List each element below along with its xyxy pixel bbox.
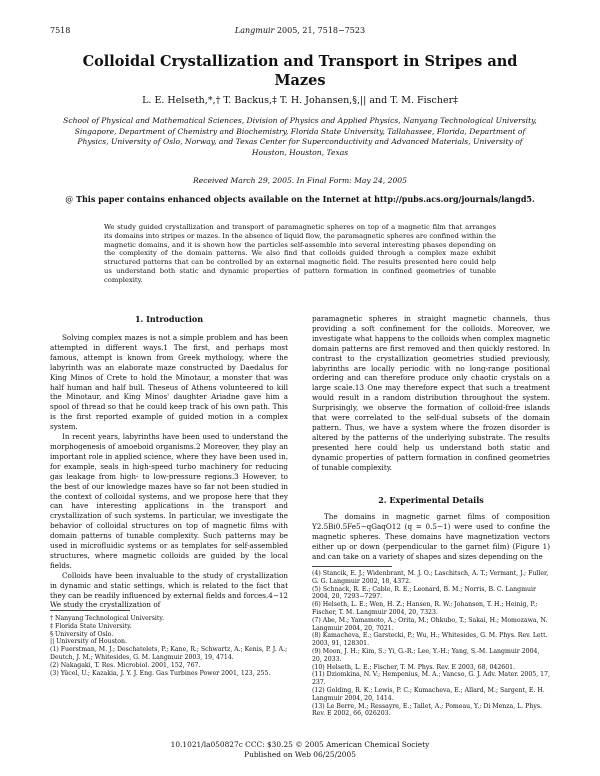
reference: (5) Schnack, R. E.; Cable, R. E.; Leonard, B. M.; Norris, B. C. Langmuir 2004, 20, 7293−7297. bbox=[312, 585, 536, 601]
enhanced-objects-note bbox=[60, 194, 540, 205]
reference: (10) Helseth, L. E.; Fischer, T. M. Phys. Rev. E 2003, 68, 042601. bbox=[312, 663, 516, 671]
journal-name: Langmuir bbox=[234, 26, 275, 35]
received-dates: Received March 29, 2005. In Final Form: May 24, 2005 bbox=[193, 176, 407, 185]
authors: L. E. Helseth,*,† T. Backus,‡ T. H. Johansen,§,|| and T. M. Fischer‡ bbox=[142, 95, 458, 106]
continued-paragraph: paramagnetic spheres in straight magnetic channels, thus providing a soft confinement for the colloids. Moreover, we investigate what happens to the colloids when complex magnetic domain patterns are first removed and then quickly restored. In contrast to the crystallization geometries studied previously, labyrinths are locally periodic with no long-range positional ordering and can therefore produce only chaotic crystals on a large scale.13 One may therefore expect that such a treatment would result in a random distribution throughout the system. Surprisingly, we observe the formation of colloid-free islands that were correlated to the self-dual subsets of the domain pattern. Thus, we have a system where the frozen disorder is altered by the patterns of the underlying substrate. The results presented here could help us understand both static and dynamic properties of pattern formation in confined geometries of tunable complexity. bbox=[312, 314, 550, 472]
intro-paragraph: Solving complex mazes is not a simple problem and has been attempted in different ways.1 The first, and perhaps most famous, attempt is known from Greek mythology, where the labyrinth was an elaborate maze constructed by Daedalus for King Minos of Crete to hold the Minotaur, a monster that was half human and half bull. Theseus of Athens volunteered to kill the Minotaur, and King Minos' daughter Ariadne gave him a spool of thread so that he could keep track of his own path. This is the first reported example of guided motion in a complex system. bbox=[50, 333, 288, 432]
reference: (13) Le Berre, M.; Ressayre, E.; Tallet, A.; Pomeau, Y.; Di Menza, L. Phys. Rev. E 2002, 66, 026203. bbox=[312, 702, 542, 718]
article-title: Colloidal Crystallization and Transport in Stripes and Mazes bbox=[82, 53, 518, 89]
enhanced-text: This paper contains enhanced objects available on the Internet at http://pubs.acs.org/journals/langd5. bbox=[76, 194, 535, 204]
reference: (9) Moon, J. H.; Kim, S.; Yi, G.-R.; Lee, Y.-H.; Yang, S.-M. Langmuir 2004, 20, 2033. bbox=[312, 647, 540, 663]
abstract: We study guided crystallization and transport of paramagnetic spheres on top of a magnetic film that arranges its domains into stripes or mazes. In the absence of liquid flow, the paramagnetic spheres are confined within the magnetic domains, and it is shown how the particles self-assemble into several interesting phases depending on the complexity of the domain patterns. We also find that colloids guided through a complex maze exhibit structured patterns that can be controlled by an external magnetic field. The results presented here could help us understand both static and dynamic properties of pattern formation in confined geometries of tunable complexity. bbox=[104, 223, 497, 284]
reference: (12) Golding, R. K.; Lewis, P. C.; Kumacheva, E.; Allard, M.; Sargent, E. H. Langmuir 2004, 20, 1414. bbox=[312, 686, 545, 702]
footnote-rule bbox=[50, 610, 130, 611]
reference: (7) Abe, M.; Yamamoto, A.; Orita, M.; Ohkubo, T.; Sakai, H.; Momozawa, N. Langmuir 2004, 20, 7021. bbox=[312, 616, 548, 632]
experimental-paragraph: The domains in magnetic garnet films of composition Y2.5Bi0.5Fe5−qGaqO12 (q = 0.5−1) were used to confine the magnetic spheres. These domains have magnetization vectors either up or down (perpendicular to the garnet film) (Figure 1) and can take on a variety of shapes and sizes depending on the bbox=[312, 512, 550, 561]
running-header bbox=[0, 26, 600, 35]
affiliations: School of Physical and Mathematical Sciences, Division of Physics and Applied Physics, Nanyang Technological University, Singapore, Department of Chemistry and Biochemistry, Florida State University, Tallahassee, Florida, Department of Physics, University of Oslo, Norway, and Texas Center for Superconductivity and Advanced Materials, University of Houston, Houston, Texas bbox=[63, 116, 537, 157]
published-date: Published on Web 06/25/2005 bbox=[244, 750, 356, 759]
footnote: || University of Houston. bbox=[50, 638, 127, 646]
reference: (4) Stancik, E. J.; Widenbrant, M. J. O.; Laschitsch, A. T.; Vermant, J.; Fuller, G. G. Langmuir 2002, 18, 4372. bbox=[312, 570, 549, 585]
intro-heading: 1. Introduction bbox=[134, 314, 204, 324]
doi-line: 10.1021/la050827c CCC: $30.25 © 2005 American Chemical Society bbox=[170, 740, 430, 749]
experimental-body bbox=[312, 512, 550, 562]
left-column-body bbox=[50, 333, 288, 610]
reference: (6) Helseth, L. E.; Wen, H. Z.; Hansen, R. W.; Johansen, T. H.; Heinig, P.; Fischer, T. M. Langmuir 2004, 20, 7323. bbox=[312, 601, 538, 616]
footnote: † Nanyang Technological University. bbox=[50, 615, 165, 622]
citation: 2005, 21, 7518−7523 bbox=[276, 26, 366, 35]
reference: (11) Dziomkina, N. V.; Hempenius, M. A.; Vancso, G. J. Adv. Mater. 2005, 17, 237. bbox=[312, 671, 550, 687]
reference: (3) Yücel, U.; Kazakia, J. Y. J. Eng. Gas Turbines Power 2001, 123, 255. bbox=[50, 669, 271, 677]
references bbox=[312, 570, 550, 718]
reference: (1) Fuerstman, M. J.; Deschatelets, P.; Kane, R.; Schwartz, A.; Kenis, P. J. A.; Deutch, J. M.; Whitesides, G. M. Langmuir 2003, 19, 4714. bbox=[50, 646, 288, 661]
right-column-body bbox=[312, 314, 550, 473]
footnotes bbox=[50, 615, 288, 677]
reference: (8) Kamacheva, E.; Garstecki, P.; Wu, H.; Whitesides, G. M. Phys. Rev. Lett. 2003, 91, 128301. bbox=[312, 632, 548, 648]
footnote: § University of Oslo. bbox=[50, 630, 114, 638]
references-rule bbox=[312, 566, 392, 567]
reference: (2) Nakagaki, T. Res. Microbiol. 2001, 152, 767. bbox=[50, 661, 201, 669]
intro-paragraph: Colloids have been invaluable to the study of crystallization in dynamic and static settings, which is related to the fact that they can be readily influenced by external fields and forces.4−12 We study the crystallization of bbox=[50, 570, 288, 610]
web-icon: @ bbox=[65, 195, 74, 204]
experimental-heading: 2. Experimental Details bbox=[378, 495, 484, 505]
footnote: ‡ Florida State University. bbox=[50, 622, 132, 630]
page-number: 7518 bbox=[50, 26, 71, 35]
intro-paragraph: In recent years, labyrinths have been used to understand the morphogenesis of amoeboid organisms.2 Moreover, they play an important role in applied science, where they have been used in, for example, seals in high-speed turbo machinery for reducing gas leakage from high- to low-pressure regions.3 However, to the best of our knowledge mazes have so far not been studied in the context of colloidal systems, and we propose here that they can have interesting applications in the transport and crystallization of such systems. In particular, we investigate the behavior of colloidal structures on top of magnetic films with domain patterns of tunable complexity. Such patterns may be used in microfluidic systems or as templates for self-assembled structures, where magnetic colloids are guided by the local fields. bbox=[50, 432, 288, 570]
